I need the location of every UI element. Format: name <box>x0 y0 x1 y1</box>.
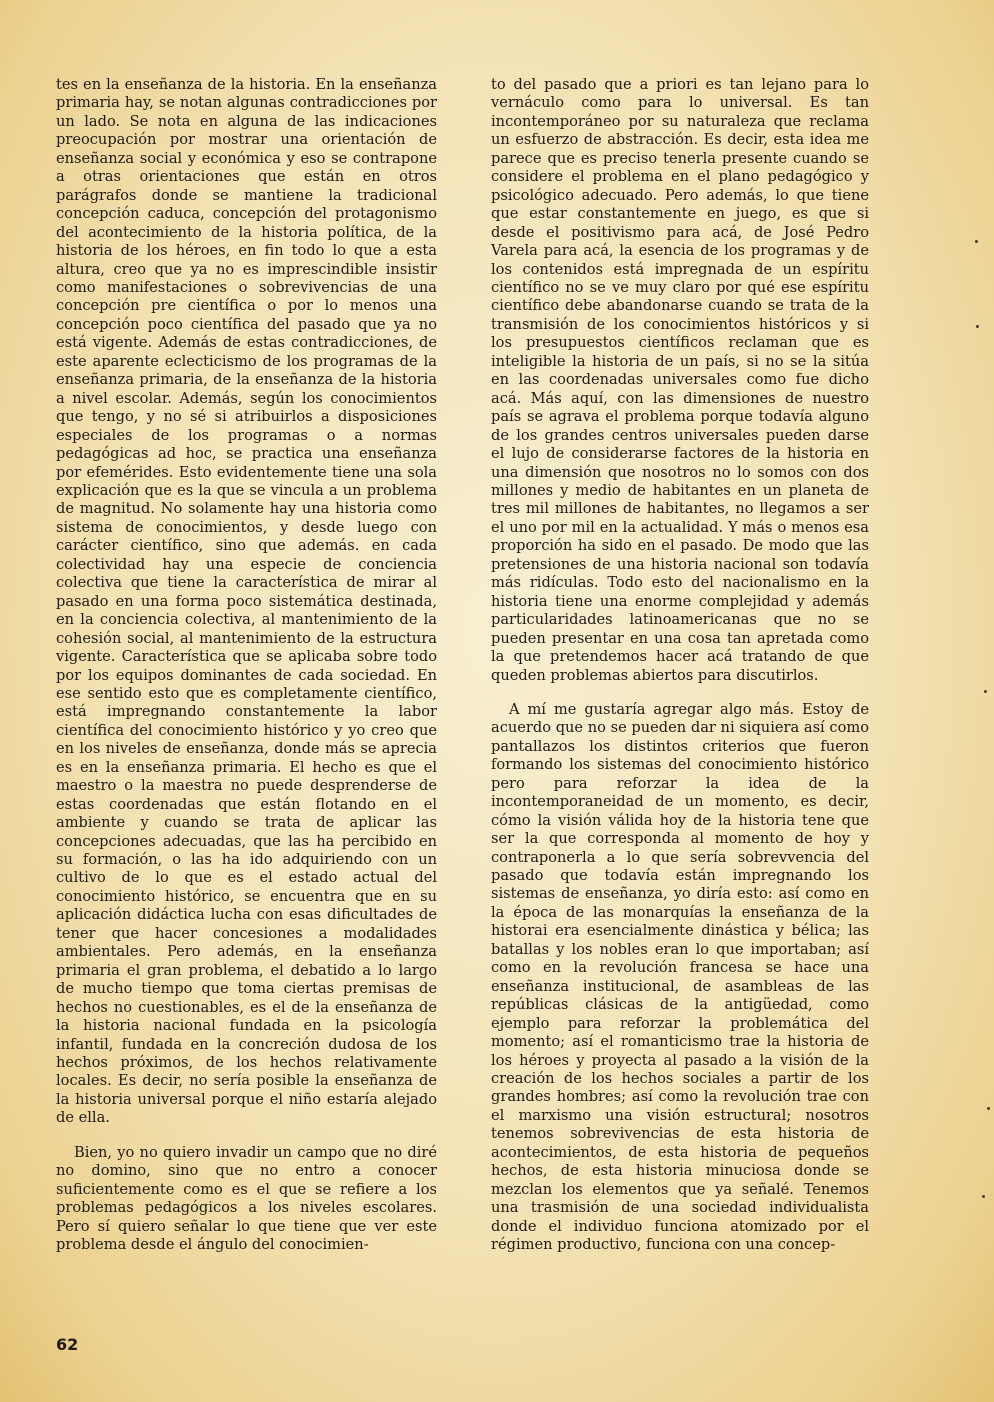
margin-speck <box>975 240 978 243</box>
margin-speck <box>987 1107 990 1110</box>
margin-speck <box>982 1195 985 1198</box>
margin-speck <box>976 325 979 328</box>
left-column <box>56 76 437 1255</box>
margin-speck <box>984 690 987 693</box>
right-paragraph-1: to del pasado que a priori es tan lejano para lo vernáculo como para lo universal. Es tan incontemporáneo por su naturaleza que reclama un esfuerzo de abstracción. Es decir, esta idea me parece que es preciso tenerla presente cuando se considere el problema en el plano pedagógico y psicológico adecuado. Pero además, lo que tiene que estar constantemente en juego, es que si desde el positivismo para acá, de José Pedro Varela para acá, la esencia de los programas y de los contenidos está impregnada de un espíritu científico no se ve muy claro por qué ese espíritu científico debe abandonarse cuando se trata de la transmisión de los conocimientos históricos y si los presupuestos científicos reclaman que es inteligible la historia de un país, si no se la sitúa en las coordenadas universales como fue dicho acá. Más aquí, con las dimensiones de nuestro país se agrava el problema porque todavía alguno de los grandes centros universales pueden darse el lujo de considerarse factores de la historia en una dimensión que nosotros no lo somos con dos millones y medio de habitantes en un planeta de tres mil millones de habitantes, no llegamos a ser el uno por mil en la actualidad. Y más o menos esa proporción ha sido en el pasado. De modo que las pretensiones de una historia nacional son todavía más ridículas. Todo esto del nacionalismo en la historia tiene una enorme complejidad y además particularidades latinoamericanas que no se pueden presentar en una cosa tan apretada como la que pretendemos hacer acá tratando de que queden problemas abiertos para discutirlos. <box>491 76 869 684</box>
page-number: 62 <box>56 1335 79 1354</box>
left-paragraph-1: tes en la enseñanza de la historia. En la enseñanza primaria hay, se notan algunas contradicciones por un lado. Se nota en alguna de las indicaciones preocupación por mostrar una orientación de enseñanza social y económica y eso se contrapone a otras orientaciones que están en otros parágrafos donde se mantiene la tradicional concepción caduca, concepción del protagonismo del acontecimiento de la historia política, de la historia de los héroes, en fin todo lo que a esta altura, creo que ya no es imprescindible insistir como manifestaciones o sobrevivencias de una concepción pre científica o por lo menos una concepción poco científica del pasado que ya no está vigente. Además de estas contradicciones, de este aparente eclecticismo de los programas de la enseñanza primaria, de la enseñanza de la historia a nivel escolar. Además, según los conocimientos que tengo, y no sé si atribuirlos a disposiciones especiales de los programas o a normas pedagógicas ad hoc, se practica una enseñanza por efemérides. Esto evidentemente tiene una sola explicación que es la que se vincula a un problema de magnitud. No solamente hay una historia como sistema de conocimientos, y desde luego con carácter científico, sino que además. en cada colectividad hay una especie de conciencia colectiva que tiene la característica de mirar al pasado en una forma poco sistemática destinada, en la conciencia colectiva, al mantenimiento de la cohesión social, al mantenimiento de la estructura vigente. Característica que se aplicaba sobre todo por los equipos dominantes de cada sociedad. En ese sentido esto que es completamente científico, está impregnando constantemente la labor científica del conocimiento histórico y yo creo que en los niveles de enseñanza, donde más se aprecia es en la enseñanza primaria. El hecho es que el maestro o la maestra no puede desprenderse de estas coordenadas que están flotando en el ambiente y cuando se trata de aplicar las concepciones adecuadas, que las ha percibido en su formación, o las ha ido adquiriendo con un cultivo de lo que es el estado actual del conocimiento histórico, se encuentra que en su aplicación didáctica lucha con esas dificultades de tener que hacer concesiones a modalidades ambientales. Pero además, en la enseñanza primaria el gran problema, el debatido a lo largo de mucho tiempo que toma ciertas premisas de hechos no cuestionables, es el de la enseñanza de la historia nacional fundada en la psicología infantil, fundada en la concreción dudosa de los hechos próximos, de los hechos relativamente locales. Es decir, no sería posible la enseñanza de la historia universal porque el niño estaría alejado de ella. <box>56 76 437 1127</box>
right-column <box>491 76 869 1255</box>
right-paragraph-2: A mí me gustaría agregar algo más. Estoy de acuerdo que no se pueden dar ni siquiera así como pantallazos los distintos criterios que fueron formando los sistemas del conocimiento histórico pero para reforzar la idea de la incontemporaneidad de un momento, es decir, cómo la visión válida hoy de la historia tene que ser la que corresponda al momento de hoy y contraponerla a lo que sería sobrevvencia del pasado que todavía están impregnando los sistemas de enseñanza, yo diría esto: así como en la época de las monarquías la enseñanza de la historai era esencialmente dinástica y bélica; las batallas y los nobles eran lo que importaban; así como en la revolución francesa se hace una enseñanza institucional, de asambleas de las repúblicas clásicas de la antigüedad, como ejemplo para reforzar la problemática del momento; así el romanticismo trae la historia de los héroes y proyecta al pasado a la visión de la creación de los hechos sociales a partir de los grandes hombres; así como la revolución trae con el marxismo una visión estructural; nosotros tenemos sobrevivencias de esta historia de acontecimientos, de esta historia de pequeños hechos, de esta historia minuciosa donde se mezclan los elementos que ya señalé. Tenemos una trasmisión de una sociedad individualista donde el individuo funciona atomizado por el régimen productivo, funciona con una concep- <box>491 700 869 1254</box>
left-paragraph-2: Bien, yo no quiero invadir un campo que no diré no domino, sino que no entro a conocer suficientemente como es el que se refiere a los problemas pedagógicos a los niveles escolares. Pero sí quiero señalar lo que tiene que ver este problema desde el ángulo del conocimien- <box>56 1143 437 1254</box>
